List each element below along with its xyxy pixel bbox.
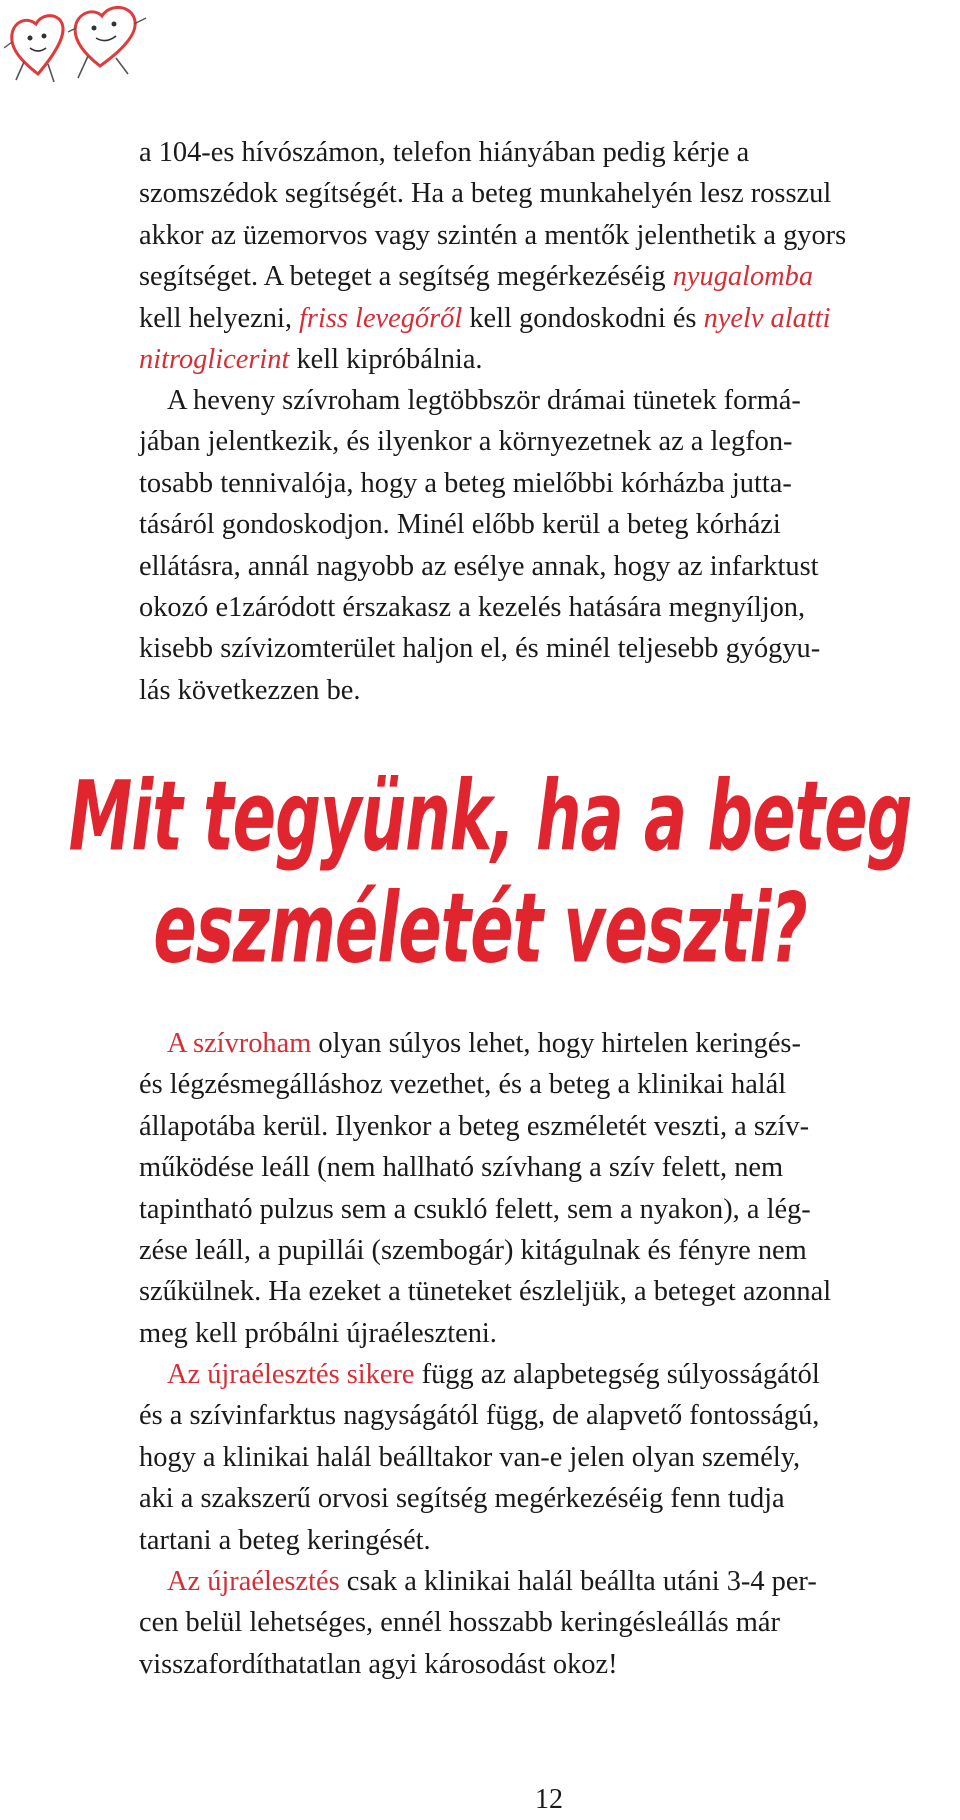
highlight-nyelv-alatti: nyelv alatti: [703, 302, 831, 334]
highlight-nitroglicerint: nitroglicerint: [139, 344, 290, 376]
p2-line: ellátásra, annál nagyobb az esélye annak, hogy az infarktust: [139, 550, 819, 582]
p4-line: hogy a klinikai halál beálltakor van-e jelen olyan személy,: [139, 1441, 801, 1473]
p2-line: tosabb tennivalója, hogy a beteg mielőbbi kórházba jutta-: [139, 467, 792, 499]
heading-line-2: eszméletét veszti?: [153, 874, 807, 986]
highlight-friss-levegorol: friss levegőről: [299, 302, 463, 334]
highlight-szivroham: A szívroham: [167, 1028, 312, 1059]
paragraph-4: [139, 1354, 953, 1561]
section-heading: [0, 762, 960, 986]
p4-line: aki a szakszerű orvosi segítség megérkezéséig fenn tudja: [139, 1483, 785, 1515]
paragraph-2: [139, 380, 953, 711]
p5-text: csak a klinikai halál beállta utáni 3-4 per-: [339, 1566, 817, 1597]
hearts-logo-icon: [4, 2, 154, 88]
highlight-nyugalomba: nyugalomba: [672, 261, 814, 293]
p2-line: tásáról gondoskodjon. Minél előbb kerül a beteg kórházi: [139, 509, 781, 541]
paragraph-5: [139, 1561, 953, 1685]
p1-text: kell helyezni,: [139, 302, 300, 334]
paragraph-1: [139, 132, 953, 380]
p3-line: tapintható pulzus sem a csukló felett, sem a nyakon), a lég-: [139, 1193, 811, 1225]
p5-line: cen belül lehetséges, ennél hosszabb keringésleállás már: [139, 1607, 780, 1639]
p5-line: [139, 1561, 953, 1602]
p4-line: [139, 1354, 953, 1395]
p1-line: [139, 298, 953, 339]
p2-line: okozó e1záródott érszakasz a kezelés hatására megnyíljon,: [139, 592, 806, 624]
paragraph-3: [139, 1023, 953, 1354]
p2-line: kisebb szívizomterület haljon el, és minél teljesebb gyógyu-: [139, 633, 821, 665]
p3-line: szűkülnek. Ha ezeket a tüneteket észleljük, a beteget azonnal: [139, 1276, 832, 1308]
p4-text: függ az alapbetegség súlyosságától: [414, 1359, 820, 1390]
p3-line: állapotába kerül. Ilyenkor a beteg eszméletét veszti, a szív-: [139, 1110, 810, 1142]
p2-line: jában jelentkezik, és ilyenkor a környezetnek az a legfon-: [139, 426, 793, 458]
p3-line: [139, 1023, 953, 1064]
highlight-ujraelesztes-sikere: Az újraélesztés sikere: [167, 1359, 415, 1390]
p2-line: lás következzen be.: [139, 674, 361, 706]
heading-line-1: Mit tegyünk, ha a beteg: [68, 762, 912, 874]
p1-line: szomszédok segítségét. Ha a beteg munkahelyén lesz rosszul: [139, 178, 832, 210]
p1-line: [139, 339, 953, 380]
p1-line: [139, 256, 953, 297]
p5-line: visszafordíthatatlan agyi károsodást okoz!: [139, 1648, 618, 1680]
p1-text: kell gondoskodni és: [462, 302, 704, 334]
p3-text: olyan súlyos lehet, hogy hirtelen keringés-: [311, 1028, 801, 1059]
page-number: 12: [535, 1784, 563, 1815]
p4-line: és a szívinfarktus nagyságától függ, de alapvető fontosságú,: [139, 1400, 820, 1432]
highlight-ujraelesztes: Az újraélesztés: [167, 1566, 340, 1597]
p1-line: akkor az üzemorvos vagy szintén a mentők jelenthetik a gyors: [139, 219, 847, 251]
p1-line: a 104-es hívószámon, telefon hiányában pedig kérje a: [139, 137, 750, 168]
p3-line: meg kell próbálni újraéleszteni.: [139, 1317, 497, 1349]
p4-line: tartani a beteg keringését.: [139, 1524, 431, 1556]
p2-line: A heveny szívroham legtöbbször drámai tünetek formá-: [167, 385, 801, 416]
p3-line: működése leáll (nem hallható szívhang a szív felett, nem: [139, 1152, 784, 1184]
p1-text: segítséget. A beteget a segítség megérkezéséig: [139, 261, 673, 293]
p3-line: és légzésmegálláshoz vezethet, és a beteg a klinikai halál: [139, 1069, 787, 1101]
p3-line: zése leáll, a pupillái (szembogár) kitágulnak és fényre nem: [139, 1235, 807, 1267]
p1-text: kell kipróbálnia.: [289, 344, 483, 376]
